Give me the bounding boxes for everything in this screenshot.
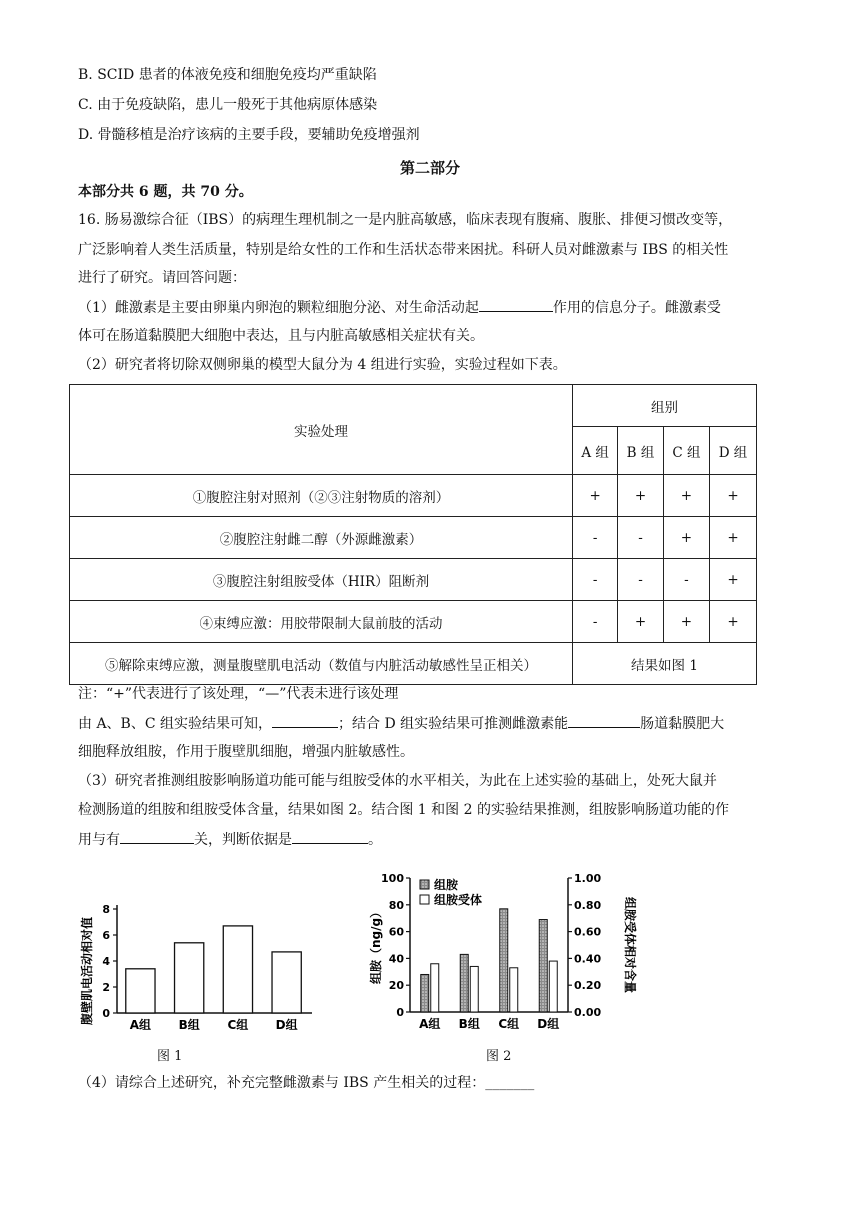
y2-tick-label: 1.00 — [574, 872, 602, 885]
answer-blank[interactable] — [120, 829, 194, 844]
table-cell: + — [710, 517, 757, 559]
y-tick-label: 4 — [102, 955, 110, 968]
bar — [175, 943, 204, 1013]
y-tick-label: 80 — [388, 898, 404, 912]
y-tick-label: 40 — [388, 952, 404, 966]
bar-receptor — [510, 968, 518, 1012]
y2-tick-label: 0.40 — [574, 952, 602, 966]
y2-tick-label: 0.20 — [574, 979, 602, 993]
table-header-treatment: 实验处理 — [70, 385, 573, 475]
q16-part2-question-line2: 细胞释放组胺，作用于腹壁肌细胞，增强内脏敏感性。 — [78, 744, 414, 760]
bar-receptor — [470, 966, 478, 1012]
q16-part2-text-c: 肠道黏膜肥大 — [640, 716, 725, 732]
table-group-c: C 组 — [663, 427, 709, 475]
legend-label-receptor: 组胺受体 — [434, 893, 483, 907]
answer-blank[interactable] — [272, 713, 338, 728]
figure-1-chart — [75, 880, 325, 1040]
y2-axis-label: 组胺受体相对含量 — [623, 896, 637, 994]
table-row-label: ⑤解除束缚应激，测量腹壁肌电活动（数值与内脏活动敏感性呈正相关） — [70, 643, 573, 685]
bar-histamine — [460, 954, 468, 1012]
x-tick-label: D组 — [275, 1018, 298, 1032]
x-tick-label: A组 — [419, 1017, 441, 1031]
option-d: D. 骨髓移植是治疗该病的主要手段，要辅助免疫增强剂 — [78, 127, 420, 143]
bar — [272, 952, 301, 1013]
q16-part1-text-b: 作用的信息分子。雌激素受 — [552, 300, 721, 316]
q16-part3-line2: 检测肠道的组胺和组胺受体含量，结果如图 2。结合图 1 和图 2 的实验结果推测，组胺影响肠道功能的作 — [78, 802, 729, 818]
x-tick-label: D组 — [537, 1017, 560, 1031]
bar-histamine — [421, 974, 429, 1012]
bar-receptor — [549, 961, 557, 1012]
y-tick-label: 20 — [388, 979, 404, 993]
answer-blank[interactable] — [479, 297, 553, 312]
table-cell: - — [573, 601, 618, 643]
y-tick-label: 6 — [102, 929, 110, 942]
x-tick-label: B组 — [458, 1017, 480, 1031]
table-row — [70, 643, 757, 685]
y2-tick-label: 0.00 — [574, 1006, 602, 1019]
table-note: 注：“+”代表进行了该处理，“—”代表未进行该处理 — [78, 686, 399, 702]
bar-histamine — [500, 909, 508, 1012]
y-tick-label: 60 — [388, 925, 404, 939]
bar-receptor — [431, 964, 439, 1012]
bar-histamine — [539, 920, 547, 1012]
table-cell: - — [573, 559, 618, 601]
q16-part3-text-e: 。 — [368, 832, 382, 848]
figure-2-caption: 图 2 — [486, 1049, 512, 1064]
table-group-b: B 组 — [618, 427, 664, 475]
q16-part3-line3 — [78, 829, 382, 850]
y-tick-label: 8 — [102, 903, 110, 916]
y2-tick-label: 0.60 — [574, 925, 602, 939]
q16-part2-intro: （2）研究者将切除双侧卵巢的模型大鼠分为 4 组进行实验，实验过程如下表。 — [78, 357, 567, 373]
q16-part3-text-d: 关，判断依据是 — [194, 832, 292, 848]
q16-intro-2: 广泛影响着人类生活质量，特别是给女性的工作和生活状态带来困扰。科研人员对雌激素与 IBS 的相关性 — [78, 242, 729, 258]
table-row-label: ④束缚应激：用胶带限制大鼠前肢的活动 — [70, 601, 573, 643]
table-cell: - — [663, 559, 709, 601]
q16-part2-text-a: 由 A、B、C 组实验结果可知， — [78, 716, 273, 732]
y-tick-label: 2 — [102, 981, 110, 994]
bar — [223, 926, 252, 1013]
figure-1-caption: 图 1 — [157, 1049, 183, 1064]
q16-intro-3: 进行了研究。请回答问题： — [78, 270, 246, 286]
table-cell: + — [663, 601, 709, 643]
table-cell: + — [618, 601, 664, 643]
q16-part3-text-c: 用与有 — [78, 832, 120, 848]
bar — [126, 969, 155, 1013]
x-tick-label: B组 — [178, 1018, 200, 1032]
table-cell: + — [663, 475, 709, 517]
legend-swatch-receptor — [420, 895, 429, 904]
q16-part1-line2: 体可在肠道黏膜肥大细胞中表达，且与内脏高敏感相关症状有关。 — [78, 328, 484, 344]
table-row-label: ①腹腔注射对照剂（②③注射物质的溶剂） — [70, 475, 573, 517]
legend-label-histamine: 组胺 — [434, 878, 459, 892]
q16-part3-line1: （3）研究者推测组胺影响肠道功能可能与组胺受体的水平相关，为此在上述实验的基础上，处死大鼠并 — [78, 773, 717, 789]
y2-tick-label: 0.80 — [574, 898, 602, 912]
table-cell: + — [573, 475, 618, 517]
q16-intro-1: 16. 肠易激综合征（IBS）的病理生理机制之一是内脏高敏感，临床表现有腹痛、腹胀、排便习惯改变等， — [78, 212, 733, 228]
table-cell: - — [618, 517, 664, 559]
figure-2-chart — [368, 862, 638, 1042]
table-cell: - — [618, 559, 664, 601]
table-header-group: 组别 — [573, 385, 757, 427]
answer-blank[interactable] — [568, 713, 640, 728]
answer-blank[interactable] — [292, 829, 368, 844]
table-row — [70, 559, 757, 601]
x-tick-label: C组 — [227, 1018, 249, 1032]
section-title: 第二部分 — [399, 159, 460, 177]
table-cell: - — [573, 517, 618, 559]
table-result-cell: 结果如图 1 — [573, 643, 757, 685]
table-row-label: ②腹腔注射雌二醇（外源雌激素） — [70, 517, 573, 559]
q16-part1-text-a: （1）雌激素是主要由卵巢内卵泡的颗粒细胞分泌、对生命活动起 — [78, 300, 479, 316]
q16-part4: （4）请综合上述研究，补充完整雌激素与 IBS 产生相关的过程：_______ — [78, 1075, 535, 1091]
y-tick-label: 100 — [381, 872, 404, 885]
table-cell: + — [710, 559, 757, 601]
table-row — [70, 601, 757, 643]
table-cell: + — [618, 475, 664, 517]
experiment-table — [69, 384, 757, 685]
y-axis-label: 组胺（ng/g） — [369, 905, 383, 985]
table-cell: + — [710, 475, 757, 517]
y-tick-label: 0 — [102, 1007, 110, 1020]
legend-swatch-histamine — [420, 880, 429, 889]
table-row — [70, 475, 757, 517]
table-row — [70, 517, 757, 559]
option-c: C. 由于免疫缺陷，患儿一般死于其他病原体感染 — [78, 97, 378, 113]
y-tick-label: 0 — [396, 1006, 404, 1019]
table-cell: + — [710, 601, 757, 643]
q16-part1-line1 — [78, 297, 721, 318]
x-tick-label: C组 — [498, 1017, 520, 1031]
q16-part2-question-line1 — [78, 713, 724, 734]
table-cell: + — [663, 517, 709, 559]
section-subtitle: 本部分共 6 题，共 70 分。 — [78, 184, 253, 200]
table-row-label: ③腹腔注射组胺受体（HIR）阻断剂 — [70, 559, 573, 601]
table-group-d: D 组 — [710, 427, 757, 475]
x-tick-label: A组 — [129, 1018, 152, 1032]
table-group-a: A 组 — [573, 427, 618, 475]
y-axis-label: 腹壁肌电活动相对值 — [80, 916, 94, 1026]
q16-part2-text-b: ；结合 D 组实验结果可推测雌激素能 — [338, 716, 569, 732]
option-b: B. SCID 患者的体液免疫和细胞免疫均严重缺陷 — [78, 67, 377, 83]
